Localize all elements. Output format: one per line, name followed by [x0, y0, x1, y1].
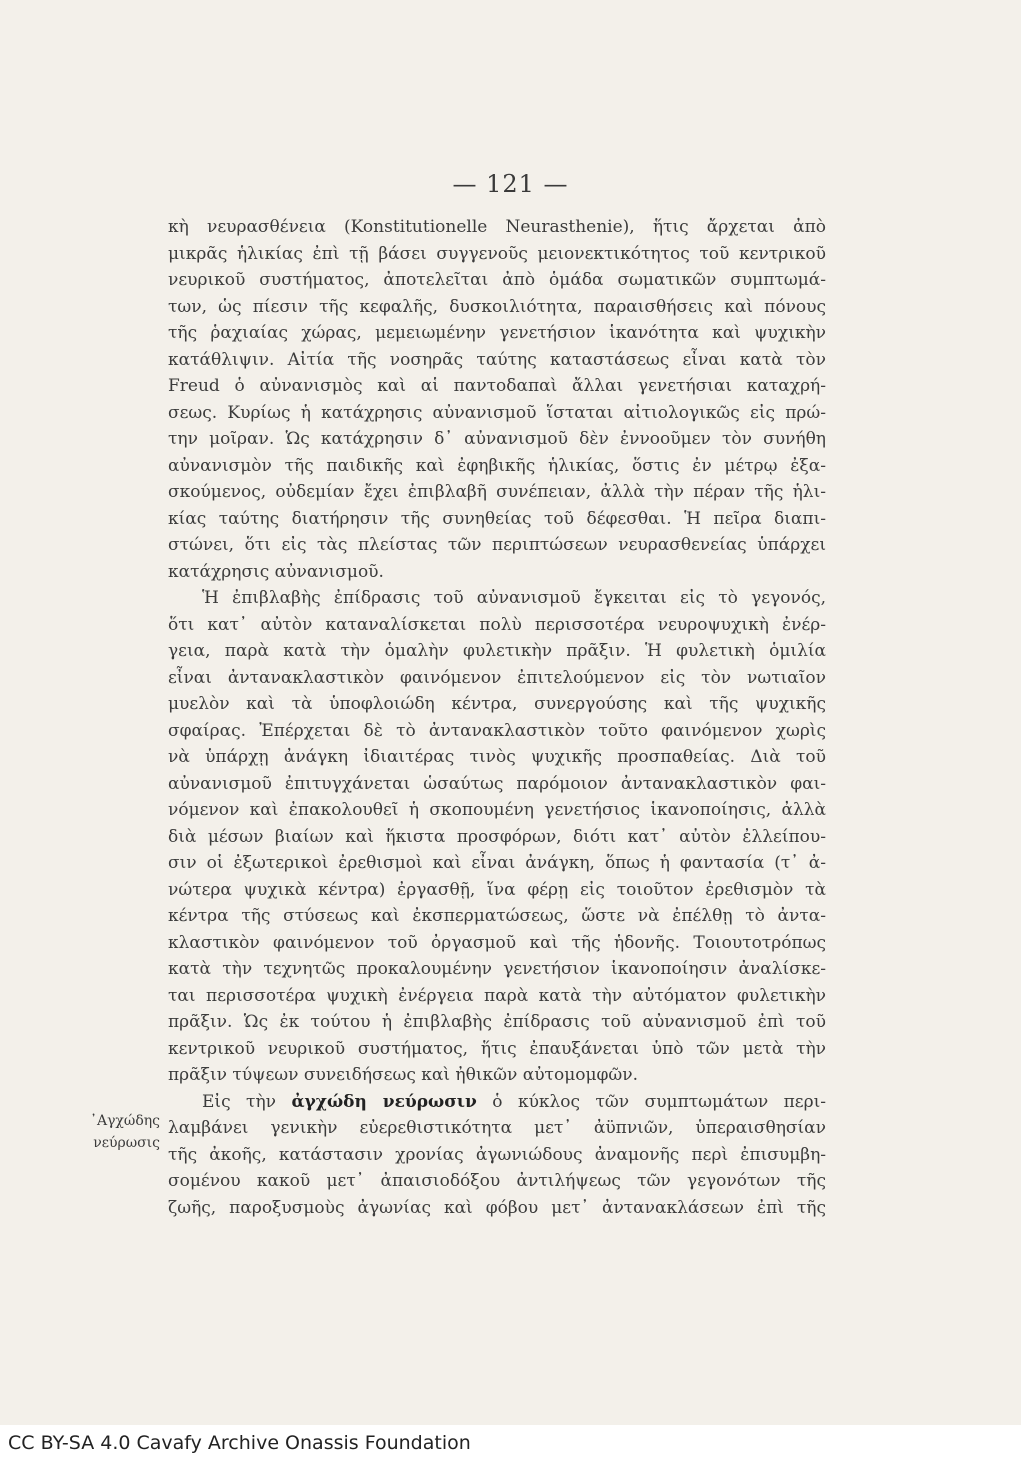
margin-note: [76, 1110, 160, 1154]
text-line: κλαστικὸν φαινόμενον τοῦ ὀργασμοῦ καὶ τῆς ἡδονῆς. Τοιουτοτρόπως: [168, 932, 826, 953]
text-line: κεντρικοῦ νευρικοῦ συστήματος, ἥτις ἐπαυξάνεται ὑπὸ τῶν μετὰ τὴν: [168, 1038, 826, 1059]
text-line: κατὰ τὴν τεχνητῶς προκαλουμένην γενετήσιον ἱκανοποίησιν ἀναλίσκε-: [168, 959, 826, 979]
text-line: σφαίρας. Ἐπέρχεται δὲ τὸ ἀντανακλαστικὸν τοῦτο φαινόμενον χωρὶς: [168, 720, 826, 741]
text-line: πρᾶξιν. Ὡς ἐκ τούτου ἡ ἐπιβλαβὴς ἐπίδρασις τοῦ αὐνανισμοῦ ἐπὶ τοῦ: [168, 1012, 826, 1032]
margin-note-line: ᾽Αγχώδης: [89, 1113, 160, 1129]
page-number: — 121 —: [452, 170, 569, 198]
text-line: σιν οἱ ἐξωτερικοὶ ἐρεθισμοὶ καὶ εἶναι ἀνάγκη, ὅπως ἡ φαντασία (τ᾽ ἀ-: [168, 853, 826, 873]
text-line: αὐνανισμοῦ ἐπιτυγχάνεται ὡσαύτως παρόμοιον ἀντανακλαστικὸν φαι-: [168, 773, 826, 794]
text-line: σκούμενος, οὐδεμίαν ἔχει ἐπιβλαβῆ συνέπειαν, ἀλλὰ τὴν πέραν τῆς ἡλι-: [168, 482, 826, 502]
license-credit: CC BY-SA 4.0 Cavafy Archive Onassis Foundation: [8, 1432, 471, 1454]
text-line: νευρικοῦ συστήματος, ἀποτελεῖται ἀπὸ ὁμάδα σωματικῶν συμπτωμά-: [168, 270, 826, 290]
text-line: τῆς ἀκοῆς, κατάστασιν χρονίας ἀγωνιώδους ἀναμονῆς περὶ ἐπισυμβη-: [168, 1144, 826, 1165]
text-line: σεως. Κυρίως ἡ κατάχρησις αὐνανισμοῦ ἵσταται αἰτιολογικῶς εἰς πρώ-: [168, 402, 826, 423]
text-line: μικρᾶς ἡλικίας ἐπὶ τῇ βάσει συγγενοῦς μειονεκτικότητος τοῦ κεντρικοῦ: [168, 243, 826, 264]
text-line: ται περισσοτέρα ψυχικὴ ἐνέργεια παρὰ κατὰ τὴν αὐτόματον φυλετικὴν: [168, 985, 826, 1006]
text-line: νόμενον καὶ ἐπακολουθεῖ ἡ σκοπουμένη γενετήσιος ἱκανοποίησις, ἀλλὰ: [168, 800, 826, 820]
text-line: κίας ταύτης διατήρησιν τῆς συνηθείας τοῦ δέφεσθαι. Ἡ πεῖρα διαπι-: [168, 508, 826, 529]
text-line: κὴ νευρασθένεια (Konstitutionelle Neurasthenie), ἥτις ἄρχεται ἀπὸ: [168, 217, 826, 237]
text-segment: Εἰς τὴν: [202, 1091, 292, 1112]
text-line: σομένου κακοῦ μετ᾽ ἀπαισιοδόξου ἀντιλήψεως τῶν γεγονότων τῆς: [168, 1171, 826, 1191]
text-line: κατάθλιψιν. Αἰτία τῆς νοσηρᾶς ταύτης καταστάσεως εἶναι κατὰ τὸν: [168, 349, 826, 370]
text-segment: ὁ κύκλος τῶν συμπτωμάτων περι-: [476, 1091, 826, 1112]
text-line: γεια, παρὰ κατὰ τὴν ὁμαλὴν φυλετικὴν πρᾶξιν. Ἡ φυλετικὴ ὁμιλία: [168, 641, 826, 661]
text-line: εἶναι ἀντανακλαστικὸν φαινόμενον ἐπιτελούμενον εἰς τὸν νωτιαῖον: [168, 667, 826, 688]
margin-note-line: νεύρωσις: [93, 1135, 160, 1151]
text-line: κέντρα τῆς στύσεως καὶ ἐκσπερματώσεως, ὥστε νὰ ἐπέλθῃ τὸ ἀντα-: [168, 906, 826, 926]
text-line: στώνει, ὅτι εἰς τὰς πλείστας τῶν περιπτώσεων νευρασθενείας ὑπάρχει: [168, 535, 826, 555]
body-text: [168, 214, 826, 1221]
text-line: ὅτι κατ᾽ αὐτὸν καταναλίσκεται πολὺ περισσοτέρα νευροψυχικὴ ἐνέρ-: [168, 614, 826, 635]
text-line: νὰ ὑπάρχῃ ἀνάγκη ἰδιαιτέρας τινὸς ψυχικῆς προσπαθείας. Διὰ τοῦ: [168, 747, 826, 767]
text-line: [168, 1089, 826, 1116]
text-line: ζωῆς, παροξυσμοὺς ἀγωνίας καὶ φόβου μετ᾽ ἀντανακλάσεων ἐπὶ τῆς: [168, 1197, 826, 1218]
bold-term: ἀγχώδη νεύρωσιν: [291, 1091, 477, 1112]
text-line: την μοῖραν. Ὡς κατάχρησιν δ᾽ αὐνανισμοῦ δὲν ἐννοοῦμεν τὸν συνήθη: [168, 429, 826, 449]
text-line: Freud ὁ αὐνανισμὸς καὶ αἱ παντοδαπαὶ ἄλλαι γενετήσιαι καταχρή-: [168, 376, 826, 396]
text-line: μυελὸν καὶ τὰ ὑποφλοιώδη κέντρα, συνεργούσης καὶ τῆς ψυχικῆς: [168, 694, 826, 714]
text-line: τῆς ῥαχιαίας χώρας, μεμειωμένην γενετήσιον ἱκανότητα καὶ ψυχικὴν: [168, 323, 826, 343]
text-line: διὰ μέσων βιαίων καὶ ἥκιστα προσφόρων, διότι κατ᾽ αὐτὸν ἐλλείπου-: [168, 826, 826, 847]
text-line: αὐνανισμὸν τῆς παιδικῆς καὶ ἐφηβικῆς ἡλικίας, ὅστις ἐν μέτρῳ ἐξα-: [168, 455, 826, 476]
text-line: νώτερα ψυχικὰ κέντρα) ἐργασθῇ, ἵνα φέρῃ εἰς τοιοῦτον ἐρεθισμὸν τὰ: [168, 879, 826, 900]
text-line: των, ὡς πίεσιν τῆς κεφαλῆς, δυσκοιλιότητα, παραισθήσεις καὶ πόνους: [168, 296, 826, 317]
text-line: πρᾶξιν τύψεων συνειδήσεως καὶ ἠθικῶν αὐτομομφῶν.: [168, 1065, 639, 1085]
text-line: λαμβάνει γενικὴν εὐερεθιστικότητα μετ᾽ ἀϋπνιῶν, ὑπεραισθησίαν: [168, 1118, 826, 1138]
text-line: κατάχρησις αὐνανισμοῦ.: [168, 561, 384, 582]
text-line: Ἡ ἐπιβλαβὴς ἐπίδρασις τοῦ αὐνανισμοῦ ἔγκειται εἰς τὸ γεγονός,: [202, 588, 826, 608]
